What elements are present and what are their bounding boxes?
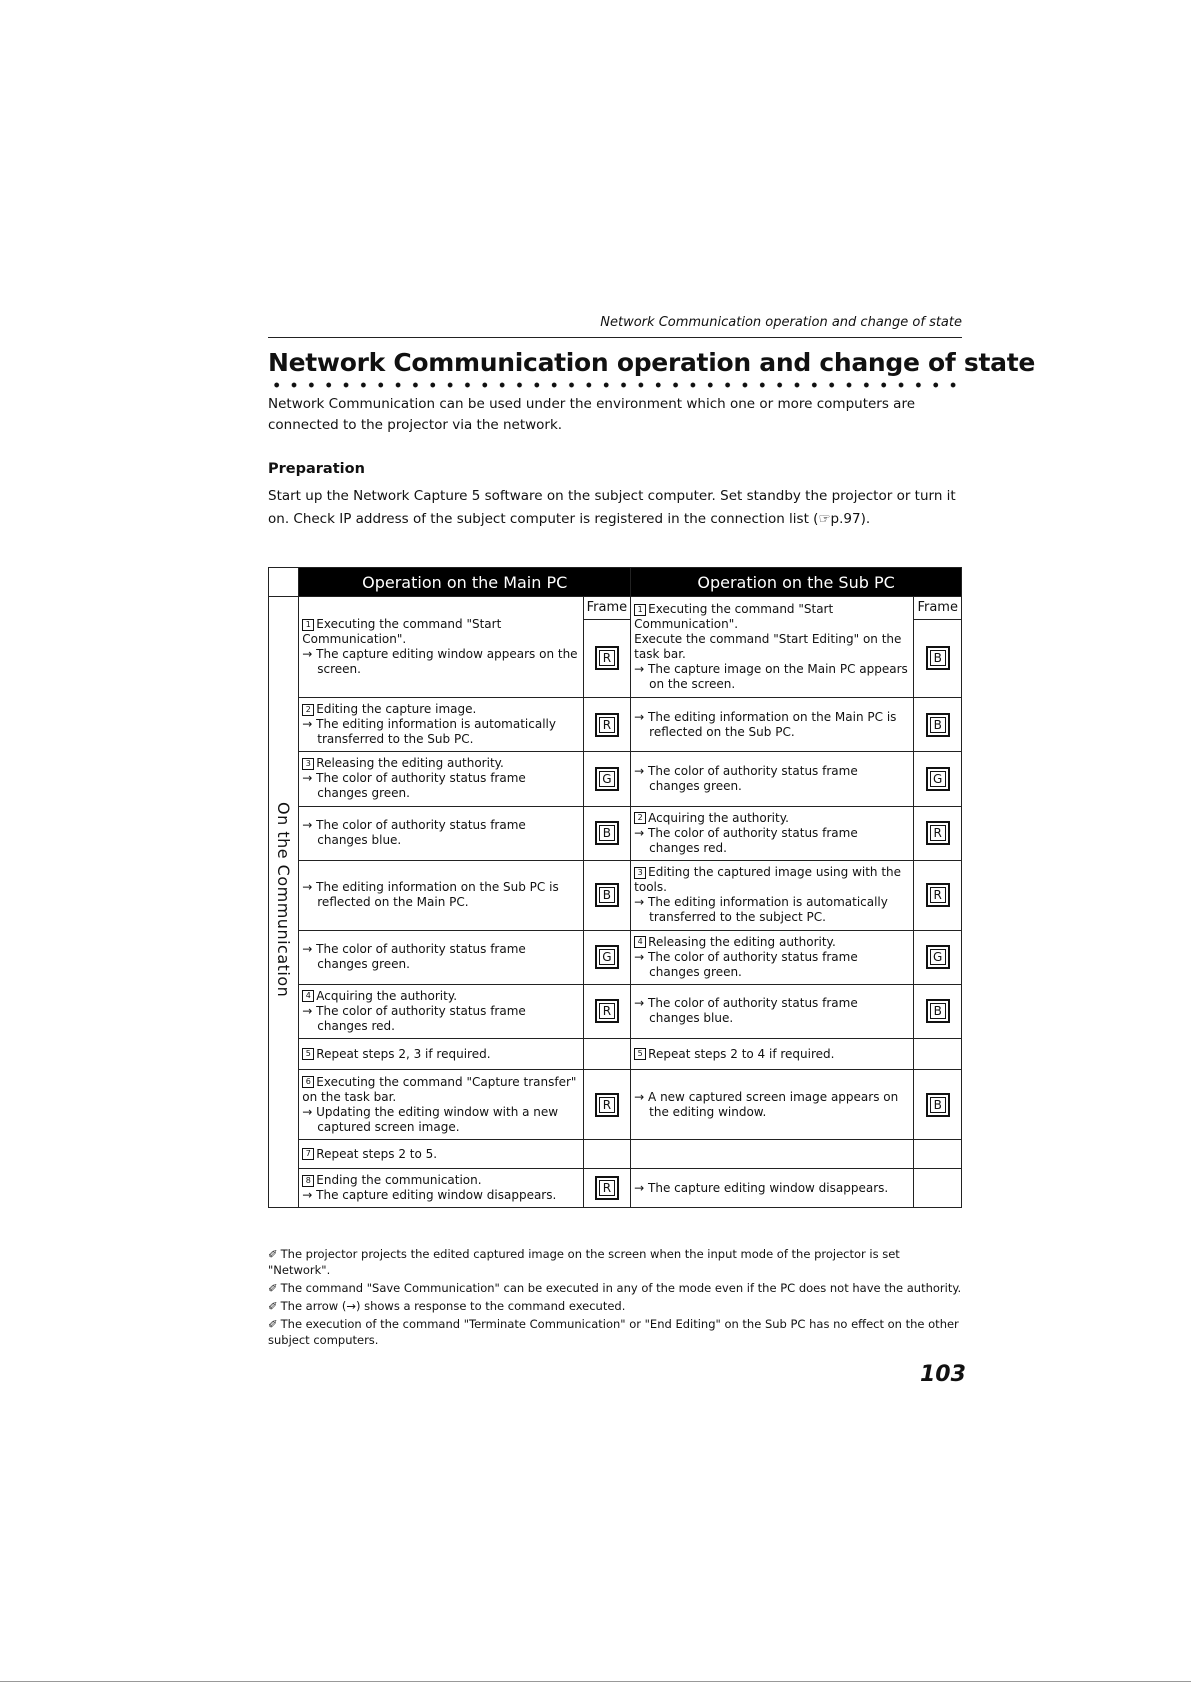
sub-pc-frame: [914, 806, 962, 860]
table-row: [269, 597, 962, 698]
main-pc-text: Executing the command "Capture transfer" on the task bar.: [302, 1074, 577, 1104]
table-row: [269, 698, 962, 752]
authority-frame-icon: B: [926, 646, 950, 670]
main-pc-step: [299, 806, 583, 860]
main-pc-frame: [583, 930, 631, 984]
main-pc-frame: [583, 752, 631, 806]
arrow-icon: →: [634, 996, 649, 1011]
authority-frame-icon: R: [595, 1093, 619, 1117]
sub-pc-frame: [914, 1070, 962, 1140]
step-number-badge: 1: [302, 619, 314, 631]
main-pc-step: [299, 597, 583, 698]
note-item: [268, 1316, 962, 1348]
step-number-badge: 2: [634, 812, 646, 824]
arrow-icon: →: [634, 825, 649, 840]
frame-column-label: Frame: [914, 597, 961, 620]
arrow-icon: →: [302, 1188, 317, 1203]
main-pc-line: [302, 617, 579, 647]
main-pc-line: [302, 818, 579, 848]
page-number: 103: [920, 1362, 966, 1387]
main-pc-frame: [583, 597, 631, 698]
step-number-badge: 6: [302, 1076, 314, 1088]
step-number-badge: 4: [634, 936, 646, 948]
authority-frame-icon: R: [595, 999, 619, 1023]
sub-pc-line: [634, 1181, 910, 1196]
main-pc-text: Acquiring the authority.: [316, 988, 458, 1003]
preparation-heading: Preparation: [268, 461, 365, 477]
note-text: The command "Save Communication" can be executed in any of the mode even if the PC does not have the authority.: [280, 1281, 962, 1295]
main-pc-frame: [583, 1140, 631, 1169]
main-pc-line: [302, 989, 579, 1004]
main-pc-step: [299, 860, 583, 930]
sub-pc-text: The capture image on the Main PC appears on the screen.: [648, 662, 908, 692]
sub-pc-text: The editing information is automatically transferred to the subject PC.: [648, 895, 888, 925]
main-pc-step: [299, 698, 583, 752]
bottom-rule: [0, 1681, 1191, 1682]
arrow-icon: →: [302, 717, 317, 732]
preparation-text: Start up the Network Capture 5 software on the subject computer. Set standby the projector or turn it on. Check IP address of the subject computer is registered in the connection list (☞p.97).: [268, 488, 956, 527]
main-pc-line: [302, 771, 579, 801]
authority-frame-icon: B: [595, 883, 619, 907]
step-number-badge: 3: [302, 758, 314, 770]
main-pc-text: The color of authority status frame changes blue.: [316, 818, 526, 848]
main-pc-text: The capture editing window appears on the screen.: [316, 647, 578, 677]
arrow-icon: →: [302, 880, 317, 895]
main-pc-text: The capture editing window disappears.: [316, 1188, 557, 1203]
sub-pc-step: [631, 930, 914, 984]
main-pc-line: [302, 647, 579, 677]
table-row: [269, 1070, 962, 1140]
main-pc-line: [302, 1075, 579, 1105]
main-pc-text: Editing the capture image.: [316, 702, 477, 717]
step-number-badge: 2: [302, 704, 314, 716]
sub-pc-step: [631, 1070, 914, 1140]
arrow-icon: →: [634, 895, 649, 910]
sub-pc-text: Execute the command "Start Editing" on the task bar.: [634, 632, 902, 662]
main-pc-text: The color of authority status frame changes red.: [316, 1003, 526, 1033]
sub-pc-step: [631, 1169, 914, 1208]
sub-pc-frame: [914, 698, 962, 752]
arrow-icon: →: [302, 1003, 317, 1018]
main-pc-line: [302, 702, 579, 717]
dotted-divider: [268, 380, 962, 390]
main-pc-frame: [583, 1038, 631, 1069]
sub-pc-step: [631, 984, 914, 1038]
note-text: The projector projects the edited captured image on the screen when the input mode of the projector is set "Network".: [268, 1247, 900, 1277]
table-corner: [269, 568, 299, 597]
main-pc-frame: [583, 1169, 631, 1208]
pencil-icon: ✐: [268, 1281, 278, 1295]
sub-pc-step: [631, 806, 914, 860]
sub-pc-line: [634, 826, 910, 856]
main-pc-frame: [583, 860, 631, 930]
pencil-icon: ✐: [268, 1317, 278, 1331]
main-pc-line: [302, 1188, 579, 1203]
main-pc-line: [302, 1105, 579, 1135]
side-label-cell: [269, 597, 299, 1208]
main-pc-text: Ending the communication.: [316, 1173, 482, 1188]
main-pc-header: Operation on the Main PC: [299, 568, 631, 597]
authority-frame-icon: R: [926, 883, 950, 907]
authority-frame-icon: R: [595, 713, 619, 737]
main-pc-step: [299, 930, 583, 984]
main-pc-line: [302, 880, 579, 910]
arrow-icon: →: [634, 662, 649, 677]
sub-pc-step: [631, 752, 914, 806]
sub-pc-text: The color of authority status frame changes green.: [648, 949, 858, 979]
sub-pc-text: The color of authority status frame changes blue.: [648, 996, 858, 1026]
main-pc-text: Updating the editing window with a new captured screen image.: [316, 1104, 559, 1134]
sub-pc-line: [634, 710, 910, 740]
table-row: [269, 806, 962, 860]
sub-pc-text: The color of authority status frame changes red.: [648, 825, 858, 855]
authority-frame-icon: R: [595, 1176, 619, 1200]
sub-pc-text: The color of authority status frame changes green.: [648, 763, 858, 793]
arrow-icon: →: [302, 942, 317, 957]
main-pc-step: [299, 1070, 583, 1140]
sub-pc-text: The editing information on the Main PC is reflected on the Sub PC.: [648, 709, 897, 739]
step-number-badge: 8: [302, 1175, 314, 1187]
arrow-icon: →: [634, 949, 649, 964]
main-pc-text: The color of authority status frame changes green.: [316, 771, 526, 801]
note-text: The execution of the command "Terminate Communication" or "End Editing" on the Sub PC has no effect on the other subject computers.: [268, 1317, 959, 1347]
main-pc-line: [302, 1047, 579, 1062]
sub-pc-frame: [914, 752, 962, 806]
authority-frame-icon: G: [926, 767, 950, 791]
side-label: On the Communication: [274, 802, 294, 998]
main-pc-text: Executing the command "Start Communication".: [302, 617, 502, 647]
sub-pc-text: Releasing the editing authority.: [648, 934, 836, 949]
table-row: [269, 1169, 962, 1208]
sub-pc-line: [634, 1047, 910, 1062]
step-number-badge: 5: [302, 1048, 314, 1060]
note-text: The arrow (→) shows a response to the command executed.: [280, 1299, 626, 1313]
main-pc-line: [302, 1147, 579, 1162]
authority-frame-icon: R: [926, 821, 950, 845]
table-row: [269, 984, 962, 1038]
frame-column-label: Frame: [584, 597, 631, 620]
table-row: [269, 1038, 962, 1069]
sub-pc-line: [634, 811, 910, 826]
sub-pc-line: [634, 996, 910, 1026]
main-pc-text: The editing information on the Sub PC is reflected on the Main PC.: [316, 880, 559, 910]
main-pc-step: [299, 1038, 583, 1069]
arrow-icon: →: [634, 763, 649, 778]
arrow-icon: →: [302, 647, 317, 662]
arrow-icon: →: [302, 1104, 317, 1119]
authority-frame-icon: G: [926, 945, 950, 969]
authority-frame-icon: B: [926, 999, 950, 1023]
main-pc-text: Repeat steps 2, 3 if required.: [316, 1046, 491, 1061]
table-row: [269, 1140, 962, 1169]
main-pc-step: [299, 752, 583, 806]
main-pc-step: [299, 1169, 583, 1208]
step-number-badge: 3: [634, 867, 646, 879]
intro-paragraph: Network Communication can be used under the environment which one or more computers are connected to the projector via the network.: [268, 396, 916, 433]
sub-pc-text: Executing the command "Start Communication".: [634, 602, 834, 632]
sub-pc-step: [631, 698, 914, 752]
authority-frame-icon: B: [595, 821, 619, 845]
note-item: [268, 1298, 962, 1314]
main-pc-step: [299, 1140, 583, 1169]
notes-section: [268, 1246, 962, 1350]
sub-pc-frame: [914, 597, 962, 698]
main-pc-frame: [583, 698, 631, 752]
sub-pc-frame: [914, 930, 962, 984]
arrow-icon: →: [302, 818, 317, 833]
sub-pc-header: Operation on the Sub PC: [631, 568, 962, 597]
arrow-icon: →: [634, 1089, 649, 1104]
authority-frame-icon: G: [595, 767, 619, 791]
main-pc-line: [302, 1173, 579, 1188]
header-rule: [268, 337, 962, 338]
sub-pc-frame: [914, 1140, 962, 1169]
page-title: Network Communication operation and change of state: [268, 348, 1036, 377]
note-item: [268, 1280, 962, 1296]
main-pc-frame: [583, 1070, 631, 1140]
note-item: [268, 1246, 962, 1278]
sub-pc-line: [634, 632, 910, 662]
sub-pc-frame: [914, 1169, 962, 1208]
authority-frame-icon: B: [926, 1093, 950, 1117]
sub-pc-line: [634, 764, 910, 794]
main-pc-text: The editing information is automatically transferred to the Sub PC.: [316, 717, 556, 747]
sub-pc-text: Acquiring the authority.: [648, 810, 789, 825]
sub-pc-line: [634, 662, 910, 692]
table-row: [269, 752, 962, 806]
arrow-icon: →: [302, 771, 317, 786]
authority-frame-icon: B: [926, 713, 950, 737]
step-number-badge: 1: [634, 604, 646, 616]
main-pc-text: The color of authority status frame changes green.: [316, 942, 526, 972]
main-pc-frame: [583, 984, 631, 1038]
arrow-icon: →: [634, 1180, 649, 1195]
pencil-icon: ✐: [268, 1299, 278, 1313]
main-pc-text: Repeat steps 2 to 5.: [316, 1146, 438, 1161]
sub-pc-text: The capture editing window disappears.: [648, 1180, 889, 1195]
main-pc-line: [302, 756, 579, 771]
sub-pc-line: [634, 1090, 910, 1120]
main-pc-line: [302, 1004, 579, 1034]
operations-table: [268, 567, 962, 1208]
sub-pc-line: [634, 602, 910, 632]
sub-pc-step: [631, 597, 914, 698]
sub-pc-frame: [914, 984, 962, 1038]
sub-pc-text: Repeat steps 2 to 4 if required.: [648, 1046, 835, 1061]
sub-pc-line: [634, 895, 910, 925]
step-number-badge: 4: [302, 990, 314, 1002]
sub-pc-line: [634, 950, 910, 980]
sub-pc-step: [631, 1038, 914, 1069]
sub-pc-frame: [914, 1038, 962, 1069]
step-number-badge: 5: [634, 1048, 646, 1060]
main-pc-frame: [583, 806, 631, 860]
sub-pc-step: [631, 1140, 914, 1169]
sub-pc-line: [634, 865, 910, 895]
main-pc-line: [302, 717, 579, 747]
sub-pc-text: A new captured screen image appears on the editing window.: [648, 1089, 899, 1119]
main-pc-text: Releasing the editing authority.: [316, 756, 504, 771]
sub-pc-text: Editing the captured image using with the tools.: [634, 865, 902, 895]
sub-pc-step: [631, 860, 914, 930]
authority-frame-icon: G: [595, 945, 619, 969]
sub-pc-line: [634, 935, 910, 950]
pencil-icon: ✐: [268, 1247, 278, 1261]
table-row: [269, 860, 962, 930]
main-pc-step: [299, 984, 583, 1038]
running-header: Network Communication operation and change of state: [600, 315, 962, 330]
main-pc-line: [302, 942, 579, 972]
authority-frame-icon: R: [595, 646, 619, 670]
arrow-icon: →: [634, 709, 649, 724]
table-row: [269, 930, 962, 984]
step-number-badge: 7: [302, 1148, 314, 1160]
sub-pc-frame: [914, 860, 962, 930]
